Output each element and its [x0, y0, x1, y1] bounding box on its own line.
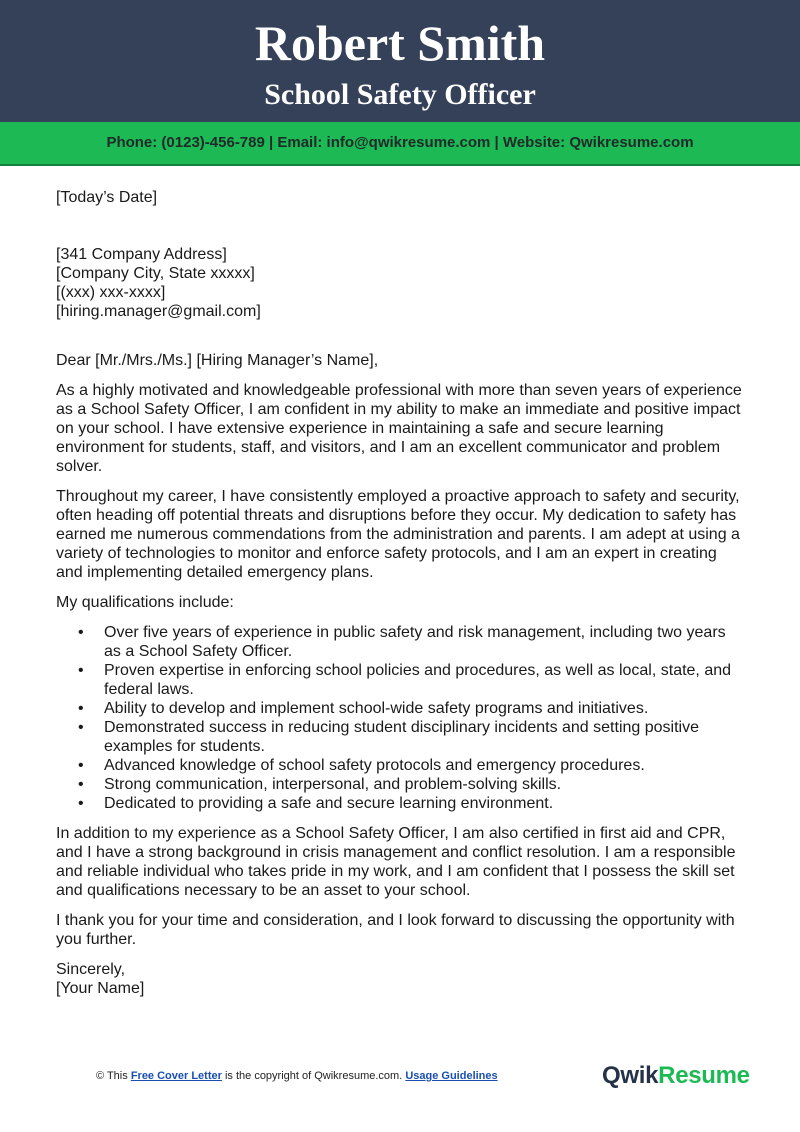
- qwikresume-logo: [602, 1062, 750, 1090]
- address-line: [(xxx) xxx-xxxx]: [56, 284, 166, 301]
- copyright-text: is the copyright of Qwikresume.com.: [224, 1070, 403, 1082]
- salutation: Dear [Mr./Mrs./Ms.] [Hiring Manager’s Name],: [56, 352, 379, 369]
- list-item: • Dedicated to providing a safe and secure learning environment.: [104, 794, 746, 813]
- header-banner: [0, 0, 800, 122]
- paragraph-career: Throughout my career, I have consistently employed a proactive approach to safety and security, often heading off potential threats and disruptions before they occur. My dedication to safety has earned me numerous commendations from the administration and parents. I am adept at using a variety of technologies to monitor and enforce safety protocols, and I am an expert in creating and implementing detailed emergency plans.: [56, 488, 740, 581]
- list-item: • Over five years of experience in public safety and risk management, including two years as a School Safety Officer.: [104, 623, 746, 661]
- paragraph-thanks: I thank you for your time and consideration, and I look forward to discussing the opportunity with you further.: [56, 912, 735, 948]
- contact-bar: Phone: (0123)-456-789 | Email: info@qwikresume.com | Website: Qwikresume.com: [0, 122, 800, 166]
- copyright-footer: [96, 1070, 498, 1082]
- candidate-name: Robert Smith: [254, 15, 546, 71]
- list-item: • Advanced knowledge of school safety protocols and emergency procedures.: [104, 756, 746, 775]
- logo-resume: Resume: [658, 1062, 750, 1089]
- list-item: • Strong communication, interpersonal, and problem-solving skills.: [104, 775, 746, 794]
- logo-qwik: Qwik: [602, 1062, 659, 1089]
- address-line: [Company City, State xxxxx]: [56, 265, 255, 282]
- letter-date: [Today’s Date]: [56, 189, 158, 206]
- signature: [Your Name]: [56, 980, 145, 997]
- list-item: • Proven expertise in enforcing school policies and procedures, as well as local, state, and federal laws.: [104, 661, 746, 699]
- letter-body: [56, 188, 746, 998]
- free-cover-letter-link[interactable]: Free Cover Letter: [130, 1070, 222, 1082]
- job-title: School Safety Officer: [264, 78, 536, 111]
- closing: [56, 960, 746, 998]
- list-item: • Demonstrated success in reducing student disciplinary incidents and setting positive examples for students.: [104, 718, 746, 756]
- recipient-address: [56, 245, 746, 321]
- paragraph-certifications: In addition to my experience as a School Safety Officer, I am also certified in first aid and CPR, and I have a strong background in crisis management and conflict resolution. I am a responsible and reliable individual who takes pride in my work, and I am confident that I possess the skill set and qualifications necessary to be an asset to your school.: [56, 825, 736, 899]
- qualifications-intro: My qualifications include:: [56, 594, 234, 611]
- copyright-prefix: © This: [96, 1070, 128, 1082]
- address-line: [hiring.manager@gmail.com]: [56, 303, 261, 320]
- signoff: Sincerely,: [56, 961, 126, 978]
- paragraph-intro: As a highly motivated and knowledgeable professional with more than seven years of experience as a School Safety Officer, I am confident in my ability to make an immediate and positive impact on your school. I have extensive experience in maintaining a safe and secure learning environment for students, staff, and visitors, and I am an excellent communicator and problem solver.: [56, 382, 742, 475]
- qualifications-list: [56, 623, 746, 813]
- list-item: • Ability to develop and implement school-wide safety programs and initiatives.: [104, 699, 746, 718]
- address-line: [341 Company Address]: [56, 246, 227, 263]
- usage-guidelines-link[interactable]: Usage Guidelines: [405, 1070, 498, 1082]
